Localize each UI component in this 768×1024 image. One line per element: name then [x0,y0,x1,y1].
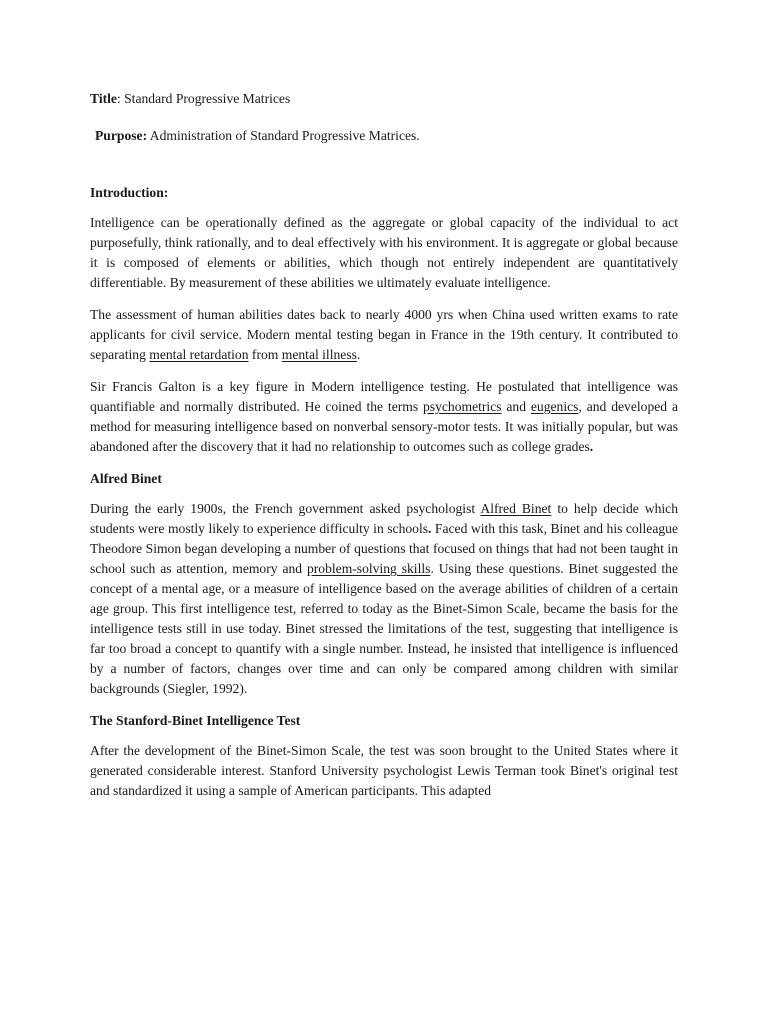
intro-paragraph-1: Intelligence can be operationally defined as the aggregate or global capacity of the individual to act purposefully, think rationally, and to deal effectively with his environment. It is aggregate or global because it is composed of elements or abilities, which though not entirely independent are quantitatively differentiable. By measurement of these abilities we ultimately evaluate intelligence. [90,215,678,290]
link-eugenics[interactable]: eugenics [530,399,579,414]
intro-p2-text-b: from [248,347,282,362]
binet-text-d: . Using these questions. Binet suggested the concept of a mental age, or a measure of intelligence based on the average abilities of children of a certain age group. This first intelligence test, referred to today as the Binet-Simon Scale, became the basis for the intelligence tests still in use today. Binet stressed the limitations of the test, suggesting that intelligence is far too broad a concept to quantify with a single number. Instead, he insisted that intelligence is influenced by a number of factors, changes over time and can only be compared among children with similar backgrounds (Siegler, 1992). [90,561,679,696]
link-problem-solving-skills[interactable]: problem-solving skills [306,561,431,576]
binet-bold-period: . [428,521,432,536]
intro-p3-text-a: Sir Francis Galton is a key figure in Modern intelligence testing. He postulated that intelligence was quantifiable and normally distributed. He coined the terms [90,379,678,414]
link-mental-retardation[interactable]: mental retardation [149,347,249,362]
title-value: Standard Progressive Matrices [124,91,291,106]
intro-paragraph-2 [90,305,678,365]
stanford-paragraph: After the development of the Binet-Simon Scale, the test was soon brought to the United States where it generated considerable interest. Stanford University psychologist Lewis Terman took Binet's original test and standardized it using a sample of American participants. This adapted [90,743,678,798]
purpose-value: Administration of Standard Progressive Matrices. [147,128,420,143]
stanford-binet-heading: The Stanford-Binet Intelligence Test [90,713,301,728]
intro-p2-text-c: . [356,347,361,362]
intro-p3-bold-period: . [589,439,594,454]
link-mental-illness[interactable]: mental illness [281,347,357,362]
binet-text-a: During the early 1900s, the French government asked psychologist [90,501,481,516]
intro-p2-text-a: The assessment of human abilities dates back to nearly 4000 yrs when China used written exams to rate applicants for civil service. Modern mental testing began in France in the 19th century. It contributed to separating [90,307,678,362]
binet-paragraph [90,499,678,699]
binet-text-b: to help decide which students were mostly likely to experience difficulty in schools [90,501,679,536]
document-body [90,89,678,813]
title-line [90,89,678,109]
link-psychometrics[interactable]: psychometrics [423,399,502,414]
link-alfred-binet[interactable]: Alfred Binet [480,501,552,516]
title-label: Title [90,91,117,106]
alfred-binet-heading: Alfred Binet [90,471,162,486]
purpose-label: Purpose: [95,128,148,143]
intro-p3-text-b: and [501,399,531,414]
binet-text-c: Faced with this task, Binet and his colleague Theodore Simon began developing a number of questions that focused on things that had not been taught in school such as attention, memory and [90,521,678,576]
purpose-line [95,126,678,146]
introduction-heading: Introduction: [90,185,169,200]
intro-p3-text-c: , and developed a method for measuring intelligence based on nonverbal sensory-motor tests. It was initially popular, but was abandoned after the discovery that it had no relationship to outcomes such as college grades [90,399,678,454]
intro-paragraph-3 [90,377,678,457]
title-separator: : [116,91,125,106]
